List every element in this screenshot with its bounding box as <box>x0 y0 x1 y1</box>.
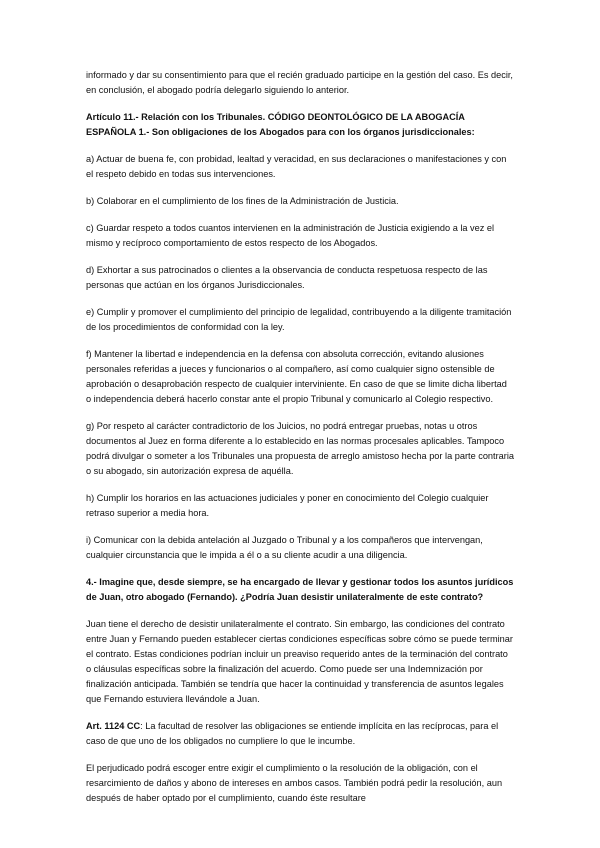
list-item-b <box>86 194 514 209</box>
list-item-a <box>86 152 514 182</box>
paragraph-intro <box>86 68 514 98</box>
article-11-heading <box>86 110 514 140</box>
paragraph-text: Juan tiene el derecho de desistir unilateralmente el contrato. Sin embargo, las condiciones del contrato entre Juan y Fernando pueden establecer ciertas condiciones específicas sobre cómo se puede terminar el contrato. Estas condiciones podrían incluir un preaviso requerido antes de la terminación del contrato o cláusulas específicas sobre la finalización del acuerdo. Como puede ser una Indemnización por finalización anticipada. También se tendría que hacer la continuidad y transferencia de asuntos legales que Fernando estuviera llevándole a Juan. <box>86 619 513 704</box>
paragraph-text: informado y dar su consentimiento para que el recién graduado participe en la gestión del caso. Es decir, en conclusión, el abogado podría delegarlo siguiendo lo anterior. <box>86 70 513 95</box>
list-item-h <box>86 491 514 521</box>
paragraph-text: i) Comunicar con la debida antelación al Juzgado o Tribunal y a los compañeros que intervengan, cualquier circunstancia que le impida a él o a su cliente acudir a una diligencia. <box>86 535 483 560</box>
list-item-d <box>86 263 514 293</box>
heading-text: 4.- Imagine que, desde siempre, se ha encargado de llevar y gestionar todos los asuntos jurídicos de Juan, otro abogado (Fernando). ¿Podría Juan desistir unilateralmente de este contrato? <box>86 577 514 602</box>
list-item-g <box>86 419 514 479</box>
paragraph-text: a) Actuar de buena fe, con probidad, lealtad y veracidad, en sus declaraciones o manifestaciones y con el respeto debido en todas sus intervenciones. <box>86 154 507 179</box>
closing-paragraph <box>86 761 514 806</box>
paragraph-text: f) Mantener la libertad e independencia en la defensa con absoluta corrección, evitando alusiones personales referidas a jueces y funcionarios o al compañero, así como cualquier signo ostensible de aprobación o desaprobación respecto de cualquier interviniente. En caso de que se limite dicha libertad o independencia deberá hacerlo constar ante el propio Tribunal y comunicarlo al Colegio respectivo. <box>86 349 507 404</box>
question-4-heading <box>86 575 514 605</box>
paragraph-text: d) Exhortar a sus patrocinados o clientes a la observancia de conducta respetuosa respecto de las personas que actúan en los órganos Jurisdiccionales. <box>86 265 488 290</box>
paragraph-text: : La facultad de resolver las obligaciones se entiende implícita en las recíprocas, para el caso de que uno de los obligados no cumpliere lo que le incumbe. <box>86 721 499 746</box>
paragraph-text: e) Cumplir y promover el cumplimiento del principio de legalidad, contribuyendo a la diligente tramitación de los procedimientos de conformidad con la ley. <box>86 307 512 332</box>
paragraph-text: g) Por respeto al carácter contradictorio de los Juicios, no podrá entregar pruebas, notas u otros documentos al Juez en forma diferente a lo establecido en las normas procesales aplicables. Tampoco podrá divulgar o someter a los Tribunales una propuesta de arreglo amistoso hecha por la parte contraria o su abogado, sin autorización expresa de aquélla. <box>86 421 514 476</box>
article-1124-paragraph <box>86 719 514 749</box>
article-reference: Art. 1124 CC <box>86 721 141 731</box>
list-item-c <box>86 221 514 251</box>
list-item-i <box>86 533 514 563</box>
answer-paragraph <box>86 617 514 707</box>
list-item-f <box>86 347 514 407</box>
paragraph-text: b) Colaborar en el cumplimiento de los fines de la Administración de Justicia. <box>86 196 399 206</box>
list-item-e <box>86 305 514 335</box>
paragraph-text: El perjudicado podrá escoger entre exigir el cumplimiento o la resolución de la obligación, con el resarcimiento de daños y abono de intereses en ambos casos. También podrá pedir la resolución, aun después de haber optado por el cumplimiento, cuando éste resultare <box>86 763 503 803</box>
paragraph-text: c) Guardar respeto a todos cuantos intervienen en la administración de Justicia exigiendo a la vez el mismo y recíproco comportamiento de estos respecto de los Abogados. <box>86 223 495 248</box>
heading-text: Artículo 11.- Relación con los Tribunales. CÓDIGO DEONTOLÓGICO DE LA ABOGACÍA ESPAÑOLA 1.- Son obligaciones de los Abogados para con los órganos jurisdiccionales: <box>86 112 475 137</box>
paragraph-text: h) Cumplir los horarios en las actuaciones judiciales y poner en conocimiento del Colegio cualquier retraso superior a media hora. <box>86 493 489 518</box>
